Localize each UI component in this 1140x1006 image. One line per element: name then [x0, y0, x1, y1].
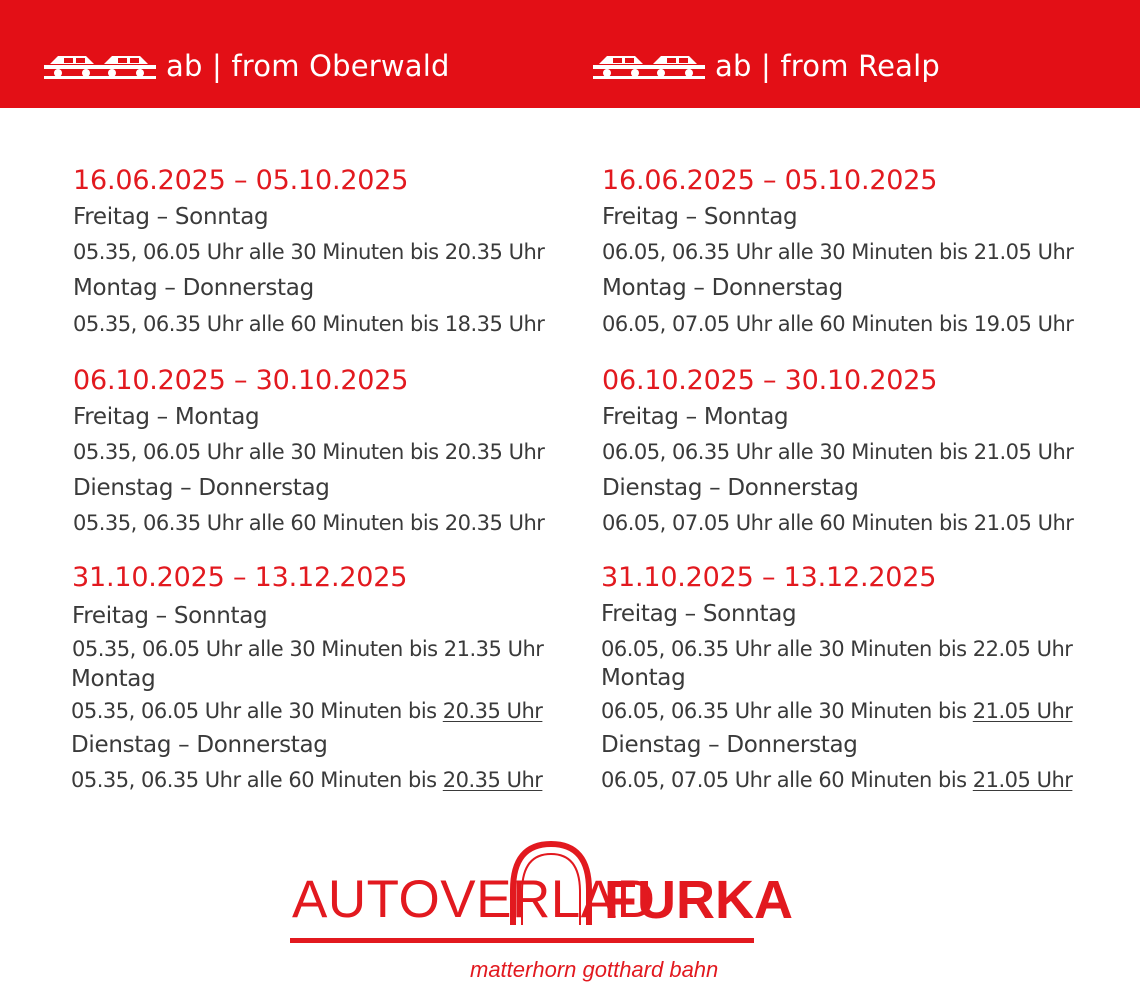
period-dates: 06.10.2025 – 30.10.2025 — [602, 365, 938, 396]
times-end: 20.35 Uhr — [442, 768, 543, 792]
period-days: Dienstag – Donnerstag — [601, 732, 858, 758]
car-train-icon — [593, 50, 705, 82]
times-text: 05.35, 06.05 Uhr alle 30 Minuten bis — [71, 699, 443, 723]
times-text: 06.05, 07.05 Uhr alle 60 Minuten bis — [601, 768, 973, 792]
period-dates: 06.10.2025 – 30.10.2025 — [73, 365, 409, 396]
departure-oberwald-heading — [44, 44, 450, 88]
period-days: Dienstag – Donnerstag — [71, 732, 328, 758]
period-days: Freitag – Sonntag — [601, 601, 797, 627]
departure-realp-heading — [593, 44, 940, 88]
logo-word-furka: FURKA — [604, 870, 793, 930]
period-times — [601, 697, 1072, 725]
period-times: 06.05, 06.35 Uhr alle 30 Minuten bis 21.05 Uhr — [602, 240, 1074, 264]
period-days: Montag — [601, 665, 686, 691]
period-days: Dienstag – Donnerstag — [73, 475, 330, 501]
logo-tagline: matterhorn gotthard bahn — [470, 957, 719, 982]
period-times — [71, 766, 542, 794]
period-times: 06.05, 07.05 Uhr alle 60 Minuten bis 21.05 Uhr — [602, 511, 1074, 535]
period-days: Freitag – Sonntag — [72, 603, 268, 629]
period-dates: 16.06.2025 – 05.10.2025 — [73, 165, 409, 196]
period-days: Freitag – Montag — [602, 404, 789, 430]
departure-oberwald-label: ab | from Oberwald — [166, 49, 450, 83]
period-times: 06.05, 06.35 Uhr alle 30 Minuten bis 22.05 Uhr — [601, 637, 1073, 661]
times-end: 20.35 Uhr — [442, 699, 543, 723]
period-times — [601, 766, 1072, 794]
period-times: 06.05, 07.05 Uhr alle 60 Minuten bis 19.05 Uhr — [602, 312, 1074, 336]
period-times — [71, 697, 542, 725]
times-text: 06.05, 06.35 Uhr alle 30 Minuten bis — [601, 699, 973, 723]
period-days: Freitag – Sonntag — [73, 204, 269, 230]
period-days: Freitag – Sonntag — [602, 204, 798, 230]
times-text: 05.35, 06.35 Uhr alle 60 Minuten bis — [71, 768, 443, 792]
autoverlad-furka-logo — [286, 838, 793, 998]
car-train-icon — [44, 50, 156, 82]
period-times: 05.35, 06.35 Uhr alle 60 Minuten bis 18.35 Uhr — [73, 312, 545, 336]
departure-realp-label: ab | from Realp — [715, 49, 941, 83]
period-dates: 16.06.2025 – 05.10.2025 — [602, 165, 938, 196]
period-days: Montag — [71, 666, 156, 692]
period-times: 05.35, 06.05 Uhr alle 30 Minuten bis 20.35 Uhr — [73, 440, 545, 464]
period-dates: 31.10.2025 – 13.12.2025 — [72, 562, 408, 593]
period-times: 06.05, 06.35 Uhr alle 30 Minuten bis 21.05 Uhr — [602, 440, 1074, 464]
header-banner — [0, 0, 1140, 108]
logo-word-autoverlad: AUTOVERLAD — [292, 870, 656, 929]
period-times: 05.35, 06.05 Uhr alle 30 Minuten bis 21.35 Uhr — [72, 637, 544, 661]
times-end: 21.05 Uhr — [972, 699, 1073, 723]
period-days: Montag – Donnerstag — [73, 275, 314, 301]
times-end: 21.05 Uhr — [972, 768, 1073, 792]
period-times: 05.35, 06.35 Uhr alle 60 Minuten bis 20.35 Uhr — [73, 511, 545, 535]
period-days: Freitag – Montag — [73, 404, 260, 430]
period-dates: 31.10.2025 – 13.12.2025 — [601, 562, 937, 593]
period-times: 05.35, 06.05 Uhr alle 30 Minuten bis 20.35 Uhr — [73, 240, 545, 264]
period-days: Dienstag – Donnerstag — [602, 475, 859, 501]
period-days: Montag – Donnerstag — [602, 275, 843, 301]
